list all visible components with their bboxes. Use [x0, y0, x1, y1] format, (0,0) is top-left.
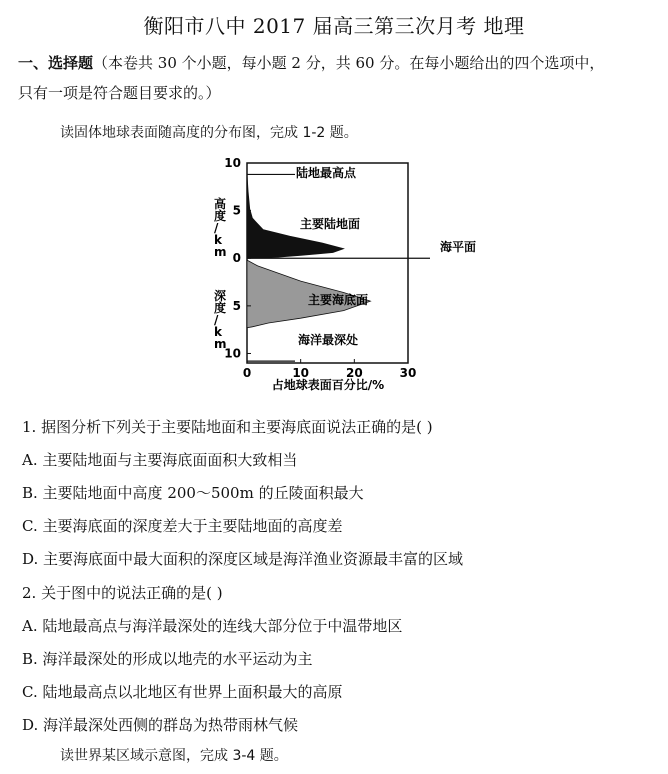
intro-text-1: 读固体地球表面随高度的分布图，完成 1-2 题。 [60, 125, 358, 141]
question-2-option-D: D. 海洋最深处西侧的群岛为热带雨林气候 [22, 716, 299, 734]
y-tick-label-top: 5 [232, 203, 241, 218]
question-1-option-B: B. 主要陆地面中高度 200～500m 的丘陵面积最大 [22, 484, 364, 502]
annotation-land: 主要陆地面 [300, 217, 361, 231]
annotation-sea-level: 海平面 [440, 240, 477, 254]
elevation-distribution-chart [200, 150, 500, 400]
question-2-option-B: B. 海洋最深处的形成以地壳的水平运动为主 [22, 650, 313, 668]
y-tick-label-top: 0 [232, 251, 241, 266]
question-1-option-A: A. 主要陆地面与主要海底面面积大致相当 [22, 451, 298, 469]
xlabel: 占地球表面百分比/% [271, 378, 385, 392]
annotation-deepest: 海洋最深处 [298, 333, 359, 347]
section-heading: 一、选择题 [18, 54, 94, 72]
section-note-line1: （本卷共 30 个小题，每小题 2 分，共 60 分。在每小题给出的四个选项中， [93, 54, 605, 72]
y-tick-label-bottom: 5 [232, 298, 241, 313]
x-tick-label: 0 [242, 366, 252, 380]
question-1-option-D: D. 主要海底面中最大面积的深度区域是海洋渔业资源最丰富的区域 [22, 550, 464, 568]
section-note-line2: 只有一项是符合题目要求的。） [18, 84, 221, 102]
x-tick-label: 30 [399, 366, 417, 380]
section-heading-line [18, 52, 662, 74]
ylabel-bottom: 深度/ k m [214, 289, 227, 351]
question-2-stem: 2. 关于图中的说法正确的是( ) [22, 584, 223, 602]
x-tick-label: 20 [345, 366, 363, 380]
question-1-stem: 1. 据图分析下列关于主要陆地面和主要海底面说法正确的是( ) [22, 418, 433, 436]
question-2-option-C: C. 陆地最高点以北地区有世界上面积最大的高原 [22, 683, 343, 701]
y-tick-label-top: 10 [224, 156, 241, 170]
annotation-highest: 陆地最高点 [296, 166, 357, 180]
x-tick-label: 10 [292, 366, 310, 380]
ylabel-top: 高度/ k m [214, 197, 227, 259]
page-title: 衡阳市八中 2017 届高三第三次月考 地理 [143, 14, 525, 38]
question-1-option-C: C. 主要海底面的深度差大于主要陆地面的高度差 [22, 517, 343, 535]
annotation-seafloor: 主要海底面 [308, 293, 369, 307]
y-tick-label-bottom: 10 [224, 346, 241, 361]
question-2-option-A: A. 陆地最高点与海洋最深处的连线大部分位于中温带地区 [22, 617, 403, 635]
intro-text-2: 读世界某区域示意图，完成 3-4 题。 [60, 748, 288, 764]
